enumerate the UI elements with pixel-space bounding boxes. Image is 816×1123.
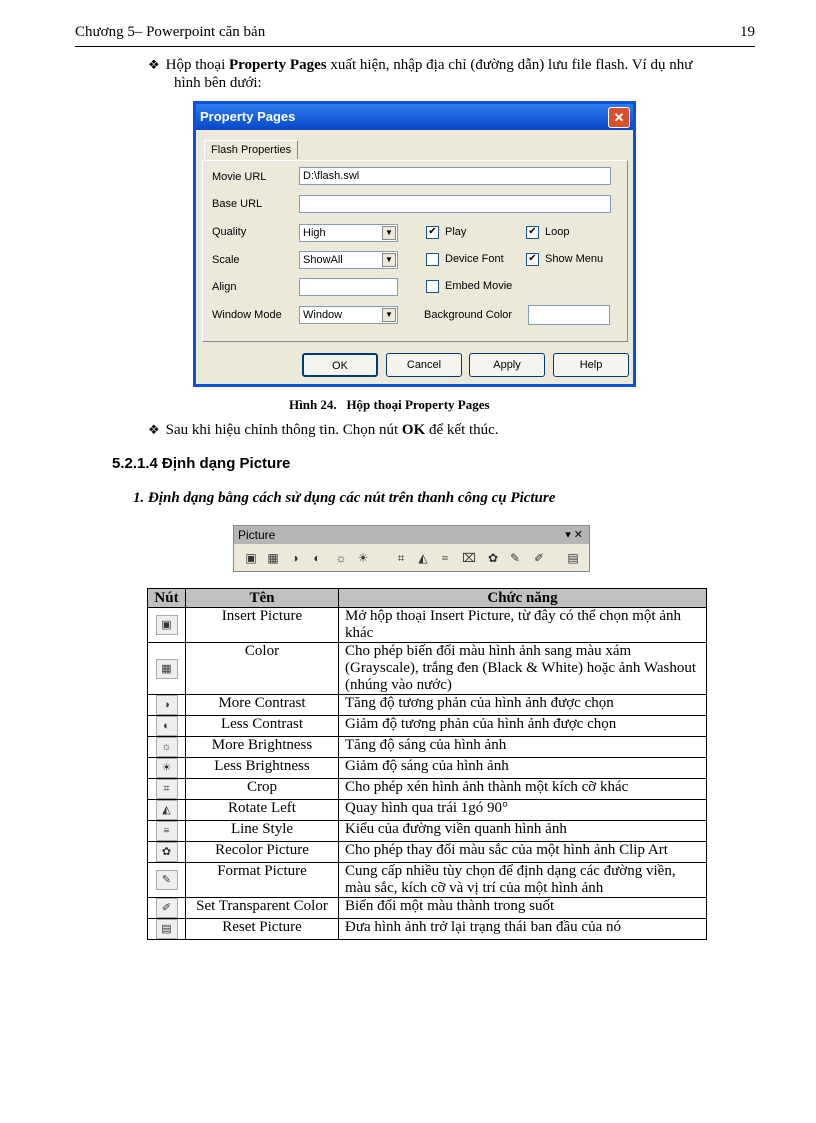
quality-select[interactable]: High ▼ <box>299 224 398 242</box>
less-brightness-icon[interactable]: ☀ <box>357 551 369 565</box>
table-row <box>148 821 707 842</box>
function-cell: Cho phép biến đổi màu hình ảnh sang màu xám (Grayscale), trắng đen (Black & White) hoặc ảnh Washout (nhúng vào nước) <box>339 643 707 695</box>
window-mode-select[interactable]: Window ▼ <box>299 306 398 324</box>
loop-checkbox[interactable]: ✔ <box>526 226 539 239</box>
column-header: Nút <box>148 589 186 608</box>
function-cell: Đưa hình ảnh trở lại trạng thái ban đầu của nó <box>339 919 707 940</box>
function-cell: Giảm độ tương phản của hình ảnh được chọn <box>339 716 707 737</box>
column-header: Chức năng <box>339 589 707 608</box>
function-cell: Giảm độ sáng của hình ảnh <box>339 758 707 779</box>
function-cell: Tăng độ sáng của hình ảnh <box>339 737 707 758</box>
dialog-titlebar: Property Pages ✕ <box>196 104 633 130</box>
button-name-cell: Less Brightness <box>186 758 339 779</box>
subheading: 1. Định dạng bằng cách sử dụng các nút trên thanh công cụ Picture <box>133 490 556 506</box>
more-contrast-icon[interactable]: ◑ <box>291 551 299 565</box>
rotate-left-icon[interactable]: ◭ <box>418 551 428 565</box>
align-input[interactable] <box>299 278 398 296</box>
table-row <box>148 898 707 919</box>
property-pages-dialog <box>193 101 636 387</box>
reset-picture-icon: ▤ <box>156 919 178 939</box>
table-row <box>148 758 707 779</box>
table-row <box>148 716 707 737</box>
table-row <box>148 842 707 863</box>
button-name-cell: More Brightness <box>186 737 339 758</box>
recolor-icon[interactable]: ✿ <box>487 551 499 565</box>
function-cell: Cho phép thay đổi màu sắc của một hình ảnh Clip Art <box>339 842 707 863</box>
color-icon: ▦ <box>156 659 178 679</box>
function-cell: Cho phép xén hình ảnh thành một kích cỡ khác <box>339 779 707 800</box>
scale-select[interactable]: ShowAll ▼ <box>299 251 398 269</box>
button-name-cell: Insert Picture <box>186 608 339 643</box>
chapter-title: Chương 5– Powerpoint căn bản <box>75 24 266 40</box>
show-menu-checkbox[interactable]: ✔ <box>526 253 539 266</box>
page-number: 19 <box>740 24 755 40</box>
format-picture-icon: ✎ <box>156 870 178 890</box>
base-url-input[interactable] <box>299 195 611 213</box>
insert-picture-icon[interactable]: ▣ <box>245 551 257 565</box>
align-label: Align <box>212 281 237 293</box>
section-heading: 5.2.1.4 Định dạng Picture <box>112 455 291 472</box>
table-row <box>148 737 707 758</box>
window-mode-label: Window Mode <box>212 309 282 321</box>
figure-caption: Hình 24. Hộp thoại Property Pages <box>289 397 490 412</box>
line-style-icon[interactable]: ≡ <box>441 551 449 565</box>
bullet-icon: ❖ <box>148 57 160 72</box>
play-checkbox[interactable]: ✔ <box>426 226 439 239</box>
quality-label: Quality <box>212 226 247 238</box>
ok-button[interactable]: OK <box>302 353 378 377</box>
table-row <box>148 919 707 940</box>
function-cell: Kiểu của đường viền quanh hình ảnh <box>339 821 707 842</box>
button-name-cell: Reset Picture <box>186 919 339 940</box>
background-color-label: Background Color <box>424 309 513 321</box>
more-contrast-icon: ◑ <box>156 695 178 715</box>
table-row <box>148 608 707 643</box>
table-row <box>148 695 707 716</box>
button-name-cell: Color <box>186 643 339 695</box>
background-color-input[interactable] <box>528 305 610 325</box>
movie-url-input[interactable]: D:\flash.swl <box>299 167 611 185</box>
play-label: Play <box>445 226 467 238</box>
table-header-row <box>148 589 707 608</box>
less-contrast-icon: ◐ <box>156 716 178 736</box>
color-icon[interactable]: ▦ <box>267 551 279 565</box>
after-paragraph: ❖ Sau khi hiệu chỉnh thông tin. Chọn nút OK để kết thúc. <box>148 422 499 438</box>
device-font-label: Device Font <box>445 253 504 265</box>
loop-label: Loop <box>545 226 570 238</box>
picture-buttons-table <box>147 588 707 940</box>
set-transparent-icon[interactable]: ✐ <box>533 551 545 565</box>
table-row <box>148 779 707 800</box>
table-row <box>148 643 707 695</box>
rotate-left-icon: ◭ <box>156 800 178 820</box>
bullet-icon: ❖ <box>148 422 160 437</box>
help-button[interactable]: Help <box>553 353 629 377</box>
button-name-cell: Recolor Picture <box>186 842 339 863</box>
button-name-cell: More Contrast <box>186 695 339 716</box>
compress-icon[interactable]: ⌧ <box>462 551 476 565</box>
tab-flash-properties[interactable]: Flash Properties <box>204 140 298 159</box>
more-brightness-icon[interactable]: ☼ <box>335 551 347 565</box>
chevron-down-icon: ▼ <box>382 226 396 240</box>
chevron-down-icon: ▼ <box>382 308 396 322</box>
recolor-icon: ✿ <box>156 842 178 862</box>
table-row <box>148 800 707 821</box>
function-cell: Mở hộp thoại Insert Picture, từ đây có thể chọn một ảnh khác <box>339 608 707 643</box>
crop-icon: ⌗ <box>156 779 178 799</box>
picture-toolbar <box>233 525 590 572</box>
close-icon[interactable]: ✕ <box>608 107 630 128</box>
button-name-cell: Line Style <box>186 821 339 842</box>
button-name-cell: Set Transparent Color <box>186 898 339 919</box>
button-name-cell: Format Picture <box>186 863 339 898</box>
cancel-button[interactable]: Cancel <box>386 353 462 377</box>
device-font-checkbox[interactable] <box>426 253 439 266</box>
embed-movie-checkbox[interactable] <box>426 280 439 293</box>
table-row <box>148 863 707 898</box>
chevron-down-icon: ▼ <box>382 253 396 267</box>
movie-url-label: Movie URL <box>212 171 267 183</box>
insert-picture-icon: ▣ <box>156 615 178 635</box>
button-name-cell: Rotate Left <box>186 800 339 821</box>
function-cell: Biến đổi một màu thành trong suốt <box>339 898 707 919</box>
apply-button[interactable]: Apply <box>469 353 545 377</box>
reset-picture-icon[interactable]: ▤ <box>567 551 579 565</box>
toolbar-title: Picture ▾ ✕ <box>234 526 589 544</box>
less-contrast-icon[interactable]: ◐ <box>313 551 321 565</box>
line-style-icon: ≡ <box>156 821 178 841</box>
set-transparent-icon: ✐ <box>156 898 178 918</box>
toolbar-controls-icon[interactable]: ▾ ✕ <box>565 529 583 541</box>
base-url-label: Base URL <box>212 198 263 210</box>
less-brightness-icon: ☀ <box>156 758 178 778</box>
crop-icon[interactable]: ⌗ <box>397 551 405 565</box>
more-brightness-icon: ☼ <box>156 737 178 757</box>
column-header: Tên <box>186 589 339 608</box>
format-picture-icon[interactable]: ✎ <box>509 551 521 565</box>
show-menu-label: Show Menu <box>545 253 604 265</box>
function-cell: Quay hình qua trái 1gó 90° <box>339 800 707 821</box>
button-name-cell: Crop <box>186 779 339 800</box>
page-header <box>75 24 755 47</box>
scale-label: Scale <box>212 254 240 266</box>
function-cell: Tăng độ tương phản của hình ảnh được chọn <box>339 695 707 716</box>
button-name-cell: Less Contrast <box>186 716 339 737</box>
intro-paragraph: ❖ Hộp thoại Property Pages xuất hiện, nhập địa chỉ (đường dẫn) lưu file flash. Ví dụ như hình bên dưới: <box>148 57 693 91</box>
function-cell: Cung cấp nhiều tùy chọn để định dạng các đường viền, màu sắc, kích cỡ và vị trí của một hình ảnh <box>339 863 707 898</box>
embed-movie-label: Embed Movie <box>445 280 513 292</box>
